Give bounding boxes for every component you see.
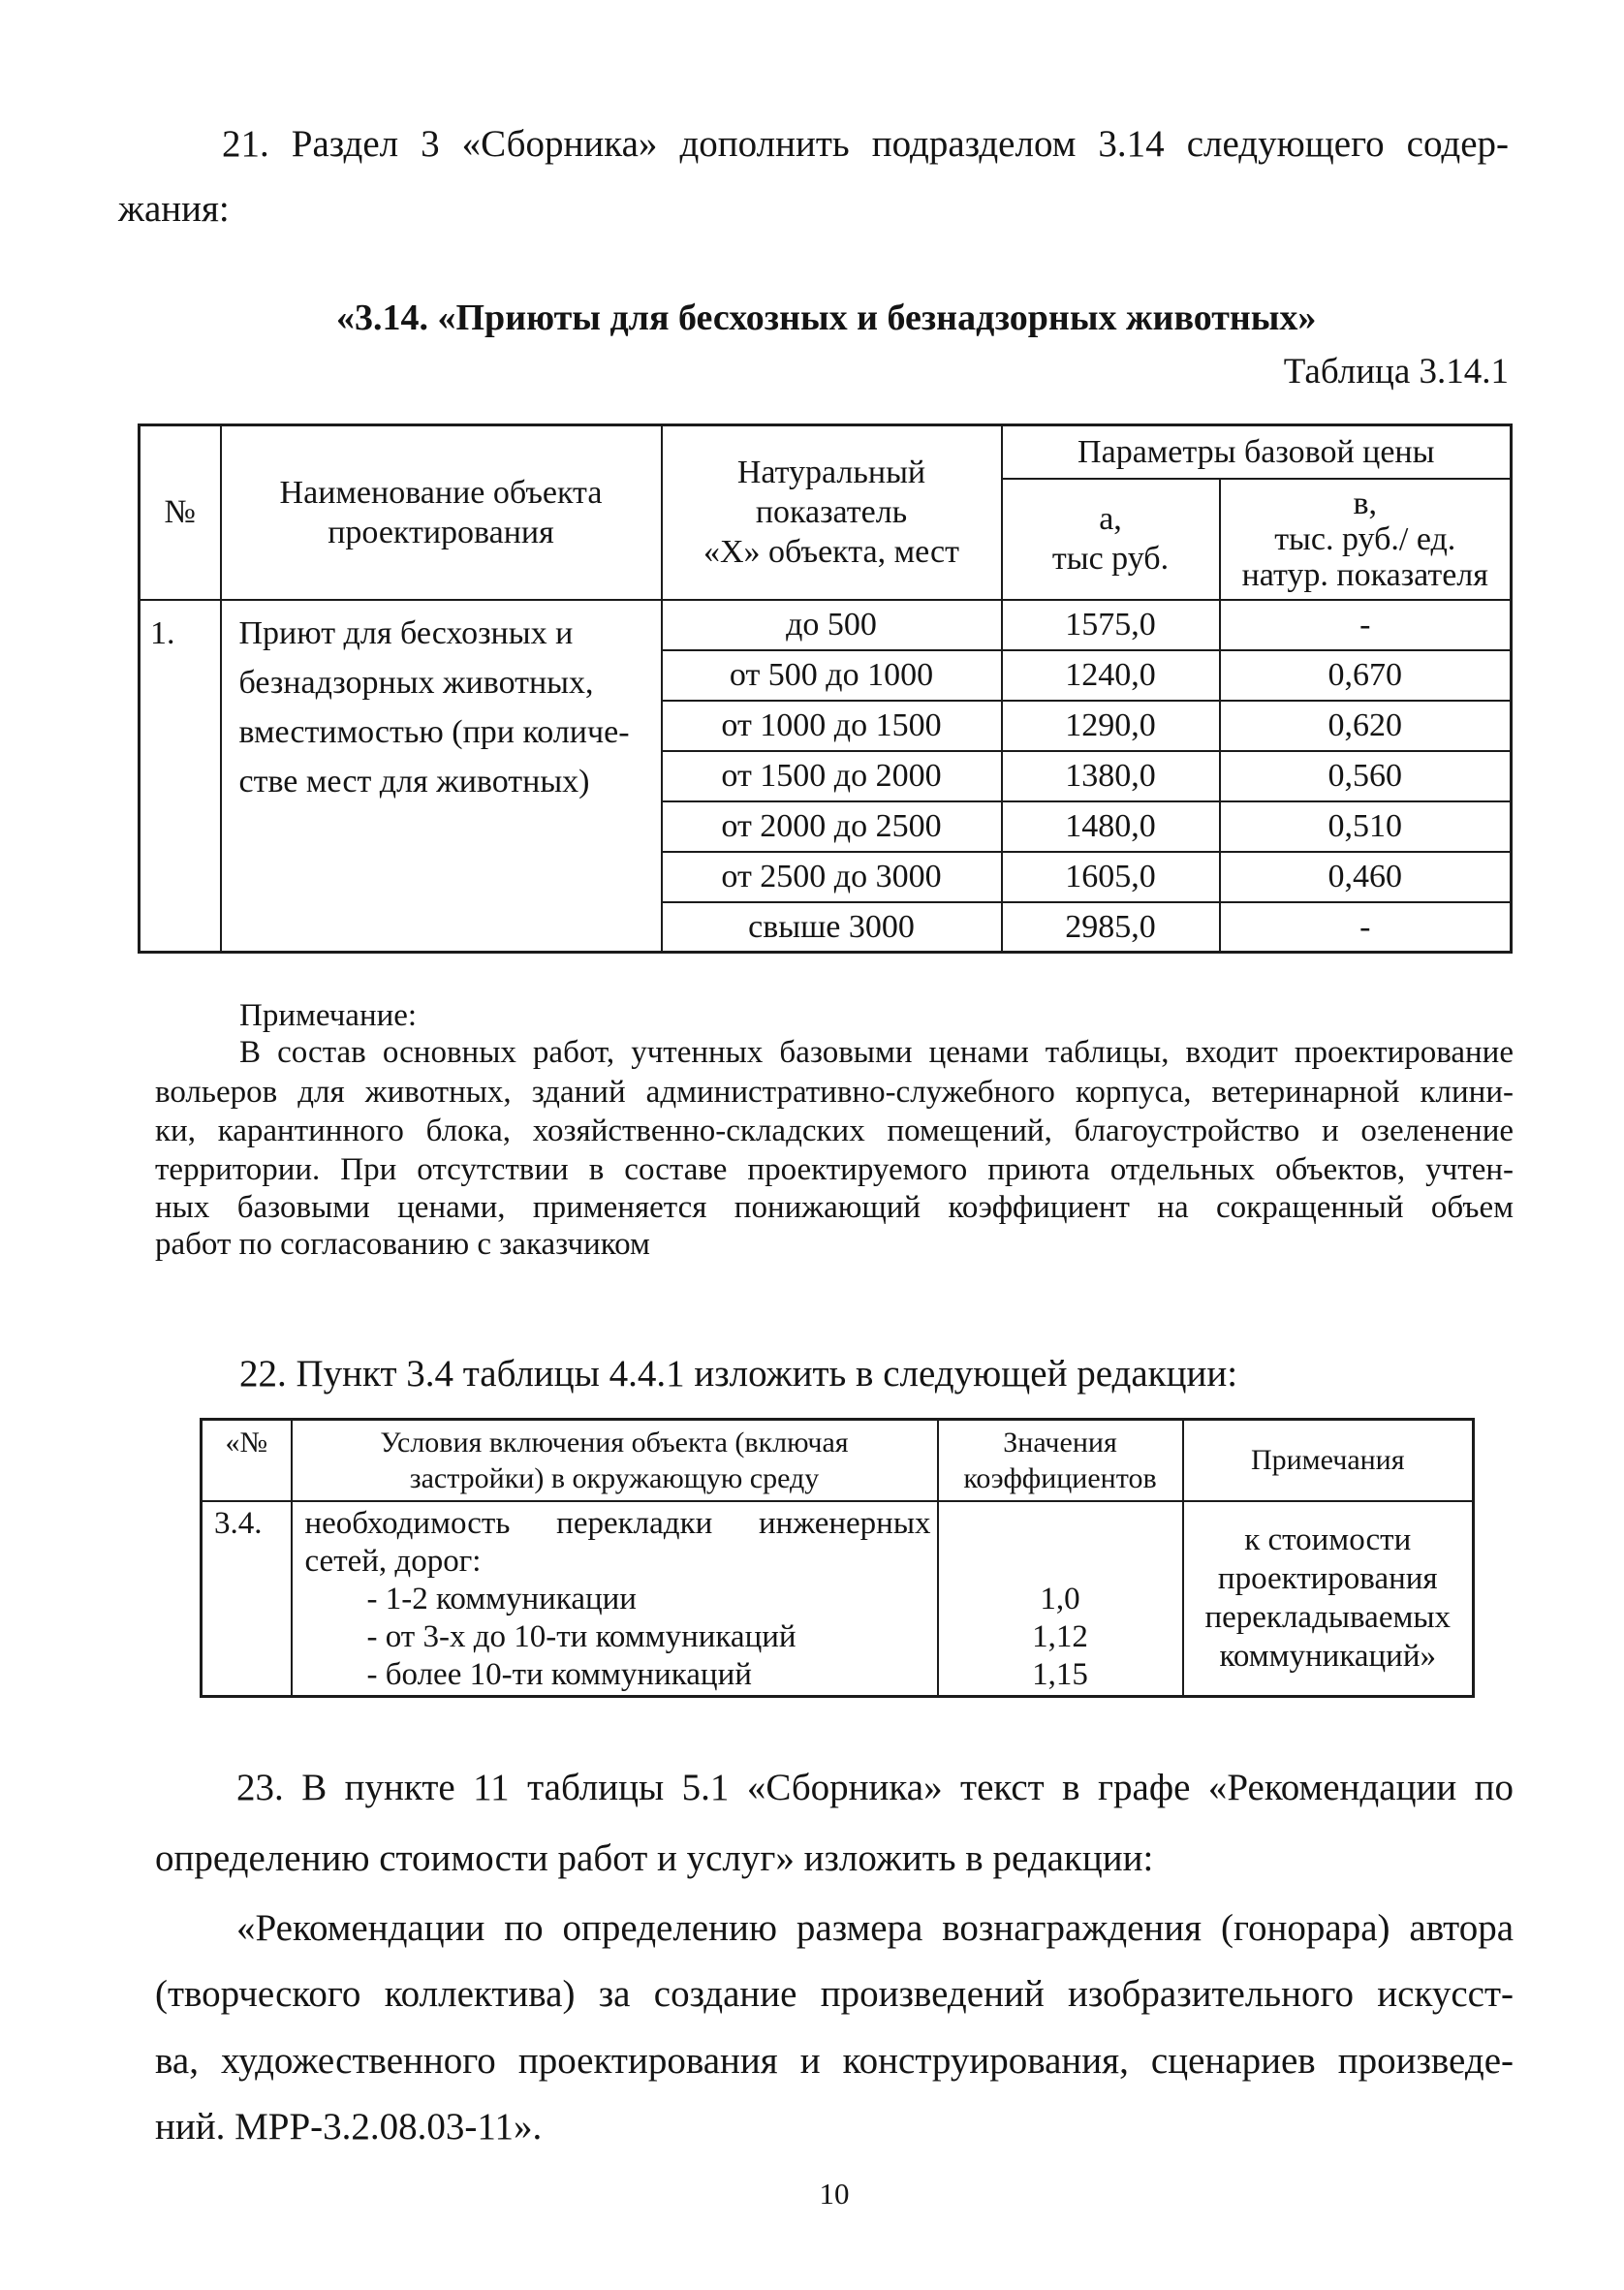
header-base-price-params-label: Параметры базовой цены xyxy=(1077,433,1435,470)
base-price-table xyxy=(138,423,1513,954)
note-line: В состав основных работ, учтенных базовыми ценами таблицы, входит проектирование xyxy=(239,1035,1514,1070)
cell-param-b: 0,620 xyxy=(1220,701,1512,751)
cell-param-a: 1480,0 xyxy=(1002,801,1220,852)
note-line: территории. При отсутствии в составе проектируемого приюта отдельных объектов, учтен- xyxy=(155,1152,1514,1187)
row-notes xyxy=(1183,1501,1474,1697)
cell-capacity: до 500 xyxy=(662,600,1002,650)
cell-param-a: 2985,0 xyxy=(1002,902,1220,953)
coefficient-value: 1,0 xyxy=(1040,1581,1080,1616)
quote-line: (творческого коллектива) за создание произведений изобразительного искусст- xyxy=(155,1973,1514,2015)
header-natural-indicator-line: показатель xyxy=(755,494,908,531)
condition-item: - более 10-ти коммуникаций xyxy=(366,1656,752,1692)
cell-param-b: 0,670 xyxy=(1220,650,1512,701)
header-base-price-params xyxy=(1002,425,1512,479)
header-number-label: «№ xyxy=(225,1427,268,1459)
coefficient-value: 1,12 xyxy=(1032,1618,1088,1654)
cell-param-b: 0,510 xyxy=(1220,801,1512,852)
table-row xyxy=(202,1501,1474,1697)
item-name-line: Приют для бесхозных и xyxy=(238,614,574,651)
header-object-name-line: Наименование объекта xyxy=(279,474,603,511)
item-name-line: вместимостью (при количе- xyxy=(238,713,630,750)
header-notes xyxy=(1183,1420,1474,1501)
header-param-b xyxy=(1220,479,1512,600)
note-line: ных базовыми ценами, применяется понижающий коэффициент на сокращенный объем xyxy=(155,1190,1514,1225)
condition-line: необходимость перекладки инженерных xyxy=(304,1505,931,1541)
header-notes-label: Примечания xyxy=(1250,1444,1405,1477)
cell-param-b: 0,560 xyxy=(1220,751,1512,801)
table-caption: Таблица 3.14.1 xyxy=(1283,352,1509,392)
row-coefficients xyxy=(938,1501,1183,1697)
cell-capacity: от 2000 до 2500 xyxy=(662,801,1002,852)
header-number xyxy=(140,425,221,600)
section-22-text: 22. Пункт 3.4 таблицы 4.4.1 изложить в следующей редакции: xyxy=(239,1353,1238,1395)
notes-line: проектирования xyxy=(1217,1561,1438,1597)
quote-line: ний. МРР-3.2.08.03-11». xyxy=(155,2106,543,2148)
header-number-label: № xyxy=(164,494,196,531)
section-23-line-1: 23. В пункте 11 таблицы 5.1 «Сборника» текст в графе «Рекомендации по xyxy=(236,1767,1514,1808)
note-line: ки, карантинного блока, хозяйственно-складских помещений, благоустройство и озеленение xyxy=(155,1114,1514,1148)
header-coefficients xyxy=(938,1420,1183,1501)
row-number xyxy=(202,1501,292,1697)
item-name-line: стве мест для животных) xyxy=(238,763,590,800)
row-conditions xyxy=(292,1501,938,1697)
cell-param-a: 1575,0 xyxy=(1002,600,1220,650)
coefficient-value: 1,15 xyxy=(1032,1656,1088,1692)
header-param-a xyxy=(1002,479,1220,600)
cell-param-a: 1380,0 xyxy=(1002,751,1220,801)
header-natural-indicator xyxy=(662,425,1002,600)
note-line: вольеров для животных, зданий административно-служебного корпуса, ветеринарной клини- xyxy=(155,1075,1514,1110)
subsection-heading: «3.14. «Приюты для бесхозных и безнадзорных животных» xyxy=(336,298,1317,338)
header-natural-indicator-line: Натуральный xyxy=(736,455,926,491)
notes-line: перекладываемых xyxy=(1204,1600,1452,1636)
condition-item: - от 3-х до 10-ти коммуникаций xyxy=(366,1618,796,1654)
header-coefficients-line: коэффициентов xyxy=(963,1461,1157,1494)
header-object-name-line: проектирования xyxy=(328,514,554,550)
header-param-b-line: в, xyxy=(1353,485,1378,521)
header-coefficients-line: Значения xyxy=(1003,1426,1117,1459)
cell-capacity: от 2500 до 3000 xyxy=(662,852,1002,902)
condition-line: сетей, дорог: xyxy=(304,1543,482,1579)
item-name-line: безнадзорных животных, xyxy=(238,664,594,701)
section-21-line-2: жания: xyxy=(118,188,230,230)
cell-param-a: 1290,0 xyxy=(1002,701,1220,751)
item-number-label: 1. xyxy=(150,614,175,651)
header-conditions-line: застройки) в окружающую среду xyxy=(409,1461,820,1494)
header-param-b-line: тыс. руб./ ед. xyxy=(1274,520,1456,557)
quote-line: «Рекомендации по определению размера вознаграждения (гонорара) автора xyxy=(236,1907,1514,1949)
header-param-b-line: натур. показателя xyxy=(1241,556,1488,593)
cell-param-b: - xyxy=(1220,600,1512,650)
condition-item: - 1-2 коммуникации xyxy=(366,1581,637,1616)
section-21-line-1: 21. Раздел 3 «Сборника» дополнить подразделом 3.14 следующего содер- xyxy=(222,123,1509,165)
cell-capacity: от 1500 до 2000 xyxy=(662,751,1002,801)
notes-line: к стоимости xyxy=(1244,1522,1412,1558)
quote-line: ва, художественного проектирования и конструирования, сценариев произведе- xyxy=(155,2040,1514,2082)
header-object-name xyxy=(221,425,662,600)
section-23-line-2: определению стоимости работ и услуг» изложить в редакции: xyxy=(155,1837,1154,1879)
cell-param-b: - xyxy=(1220,902,1512,953)
header-param-a-line: тыс руб. xyxy=(1051,541,1170,577)
cell-param-b: 0,460 xyxy=(1220,852,1512,902)
cell-capacity: от 500 до 1000 xyxy=(662,650,1002,701)
table-row xyxy=(140,600,1512,650)
cell-capacity: свыше 3000 xyxy=(662,902,1002,953)
cell-param-a: 1605,0 xyxy=(1002,852,1220,902)
header-conditions xyxy=(292,1420,938,1501)
coefficient-table xyxy=(200,1418,1475,1698)
header-natural-indicator-line: «Х» объекта, мест xyxy=(703,534,959,571)
item-number xyxy=(140,600,221,953)
item-name xyxy=(221,600,662,953)
cell-param-a: 1240,0 xyxy=(1002,650,1220,701)
row-number-label: 3.4. xyxy=(214,1505,263,1541)
note-line: работ по согласованию с заказчиком xyxy=(155,1227,650,1262)
header-param-a-line: а, xyxy=(1099,501,1122,537)
header-conditions-line: Условия включения объекта (включая xyxy=(380,1426,849,1459)
note-label: Примечание: xyxy=(239,998,418,1033)
page-number: 10 xyxy=(819,2177,850,2211)
cell-capacity: от 1000 до 1500 xyxy=(662,701,1002,751)
header-number xyxy=(202,1420,292,1501)
notes-line: коммуникаций» xyxy=(1219,1639,1436,1675)
